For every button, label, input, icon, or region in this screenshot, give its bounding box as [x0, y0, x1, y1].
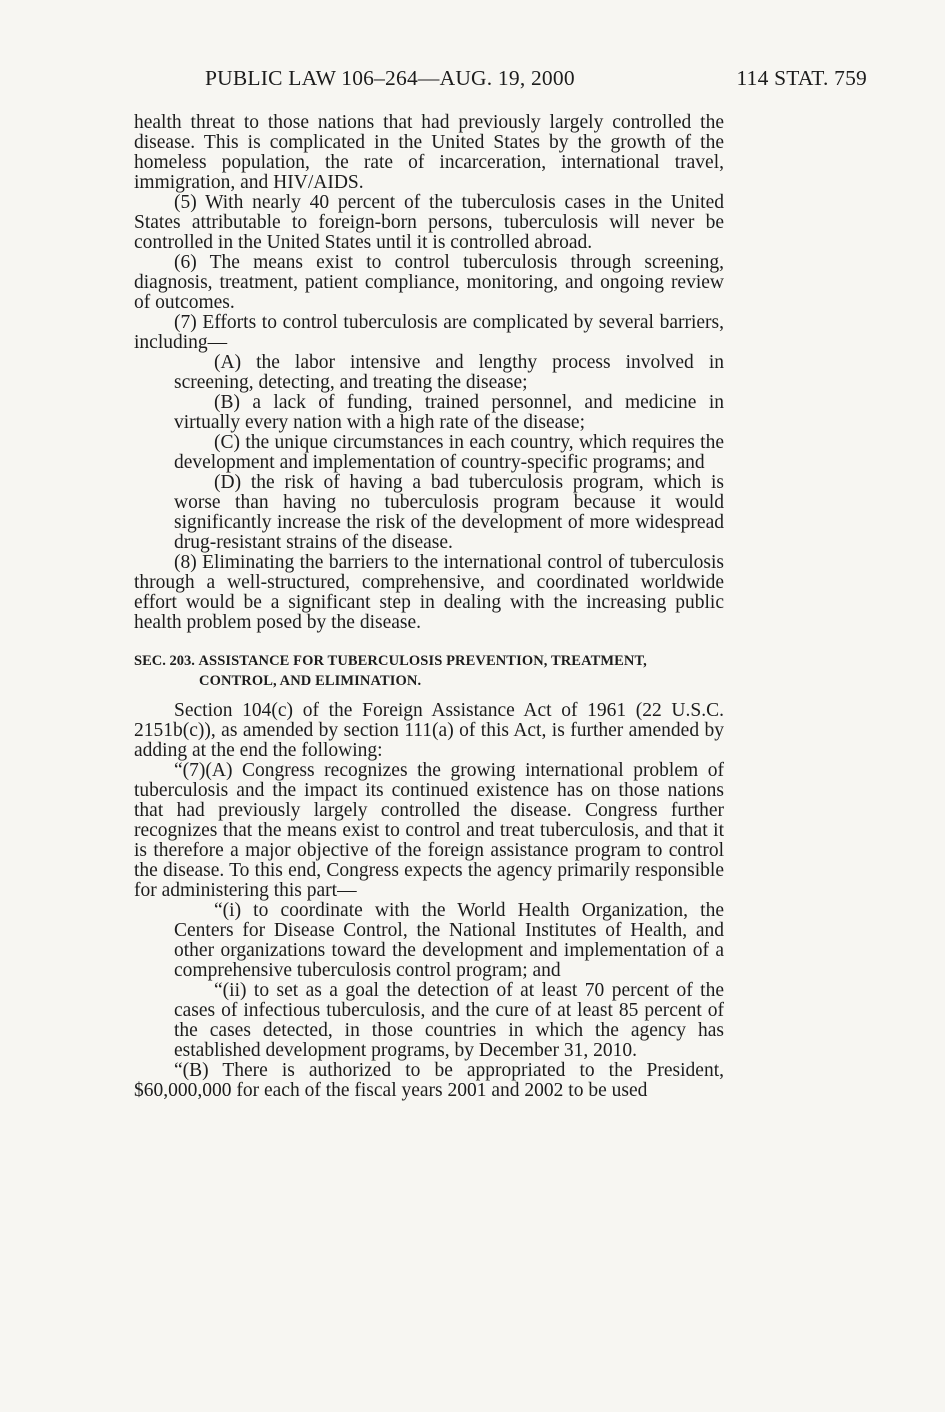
finding-7: (7) Efforts to control tuberculosis are complicated by several barriers, including—: [134, 312, 724, 353]
paragraph-continued: health threat to those nations that had previously largely controlled the disease. This is complicated in the United States by the growth of the homeless population, the rate of incarceration, international travel, immigration, and HIV/AIDS.: [134, 112, 724, 193]
page-header: [205, 64, 867, 92]
finding-7-c: (C) the unique circumstances in each country, which requires the development and implementation of country-specific programs; and: [174, 432, 724, 473]
section-heading: [134, 651, 724, 691]
finding-6: (6) The means exist to control tuberculosis through screening, diagnosis, treatment, patient compliance, monitoring, and ongoing review of outcomes.: [134, 252, 724, 313]
section-intro: Section 104(c) of the Foreign Assistance Act of 1961 (22 U.S.C. 2151b(c)), as amended by section 111(a) of this Act, is further amended by adding at the end the following:: [134, 700, 724, 761]
finding-7-b: (B) a lack of funding, trained personnel, and medicine in virtually every nation with a high rate of the disease;: [174, 392, 724, 433]
section-title: ASSISTANCE FOR TUBERCULOSIS PREVENTION, TREATMENT, CONTROL, AND ELIMINATION.: [198, 653, 647, 689]
subparagraph-7a: “(7)(A) Congress recognizes the growing international problem of tuberculosis and the impact its continued existence has on those nations that had previously largely controlled the disease. Congress further recognizes that the means exist to control and treat tuberculosis, and that it is therefore a major objective of the foreign assistance program to control the disease. To this end, Congress expects the agency primarily responsible for administering this part—: [134, 760, 724, 901]
finding-5: (5) With nearly 40 percent of the tuberculosis cases in the United States attributable to foreign-born persons, tuberculosis will never be controlled in the United States until it is controlled abroad.: [134, 192, 724, 253]
finding-7-a: (A) the labor intensive and lengthy process involved in screening, detecting, and treating the disease;: [174, 352, 724, 393]
subparagraph-b: “(B) There is authorized to be appropriated to the President, $60,000,000 for each of the fiscal years 2001 and 2002 to be used: [134, 1060, 724, 1101]
finding-7-d: (D) the risk of having a bad tuberculosis program, which is worse than having no tuberculosis program because it would significantly increase the risk of the development of more widespread drug-resistant strains of the disease.: [174, 472, 724, 553]
body-text: [134, 113, 724, 1101]
finding-8: (8) Eliminating the barriers to the international control of tuberculosis through a well-structured, comprehensive, and coordinated worldwide effort would be a significant step in dealing with the increasing public health problem posed by the disease.: [134, 552, 724, 633]
section-label: SEC. 203.: [134, 653, 195, 669]
clause-i: “(i) to coordinate with the World Health Organization, the Centers for Disease Control, the National Institutes of Health, and other organizations toward the development and implementation of a comprehensive tuberculosis control program; and: [174, 900, 724, 981]
clause-ii: “(ii) to set as a goal the detection of at least 70 percent of the cases of infectious tuberculosis, and the cure of at least 85 percent of the cases detected, in those countries in which the agency has established development programs, by December 31, 2010.: [174, 980, 724, 1061]
header-stat-page: 114 STAT. 759: [736, 66, 867, 90]
header-law-date: PUBLIC LAW 106–264—AUG. 19, 2000: [205, 66, 575, 90]
